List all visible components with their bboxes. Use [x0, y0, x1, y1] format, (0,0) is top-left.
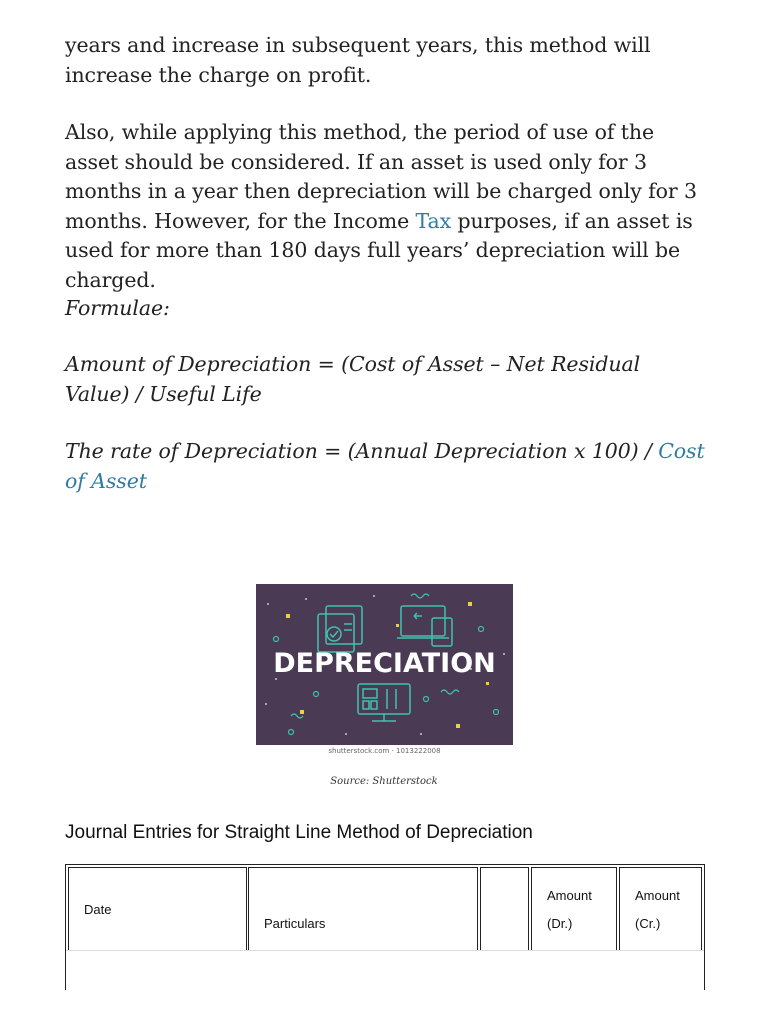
journal-entries-table	[65, 864, 705, 990]
tax-link[interactable]: Tax	[415, 208, 452, 233]
cost-of-asset-link[interactable]: Cost of Asset	[65, 439, 705, 493]
depreciation-image	[256, 584, 513, 745]
header-particulars: Particulars	[264, 916, 326, 931]
formula-amount-of-depreciation	[65, 350, 705, 409]
header-date: Date	[84, 902, 112, 917]
paragraph-depreciation-charge	[65, 31, 705, 90]
paragraph-period-of-use	[65, 118, 705, 295]
paragraph-text: purposes, if an asset is used for more than 180 days full years’ depreciation will be charged.	[65, 208, 693, 292]
header-cell-blank	[480, 867, 529, 951]
header-amount-dr: Amount	[547, 888, 592, 903]
image-caption: Source: Shutterstock	[330, 776, 438, 787]
formula-text: Amount of Depreciation = (Cost of Asset – Net Residual Value) / Useful Life	[65, 352, 641, 406]
formulae-label	[65, 294, 705, 324]
formula-rate-of-depreciation	[65, 437, 705, 496]
depreciation-word: DEPRECIATION	[273, 648, 496, 679]
formulae-label-text: Formulae:	[65, 296, 170, 320]
formula-text: The rate of Depreciation = (Annual Depreciation x 100) /	[65, 439, 659, 463]
header-cr: (Cr.)	[635, 916, 661, 931]
row-divider	[66, 950, 704, 951]
header-cell-amount-cr	[619, 867, 702, 951]
header-amount-cr: Amount	[635, 888, 680, 903]
header-dr: (Dr.)	[547, 916, 573, 931]
header-cell-amount-dr	[531, 867, 617, 951]
paragraph-text: years and increase in subsequent years, this method will increase the charge on profit.	[65, 33, 651, 87]
header-cell-particulars	[248, 867, 478, 951]
section-heading: Journal Entries for Straight Line Method of Depreciation	[65, 822, 533, 843]
header-cell-date	[68, 867, 247, 951]
paragraph-text: Also, while applying this method, the period of use of the asset should be considered. If an asset is used only for 3 months in a year then depreciation will be charged only for 3 months. However, for the Income	[65, 120, 697, 233]
image-credit: shutterstock.com · 1013222008	[328, 747, 441, 755]
